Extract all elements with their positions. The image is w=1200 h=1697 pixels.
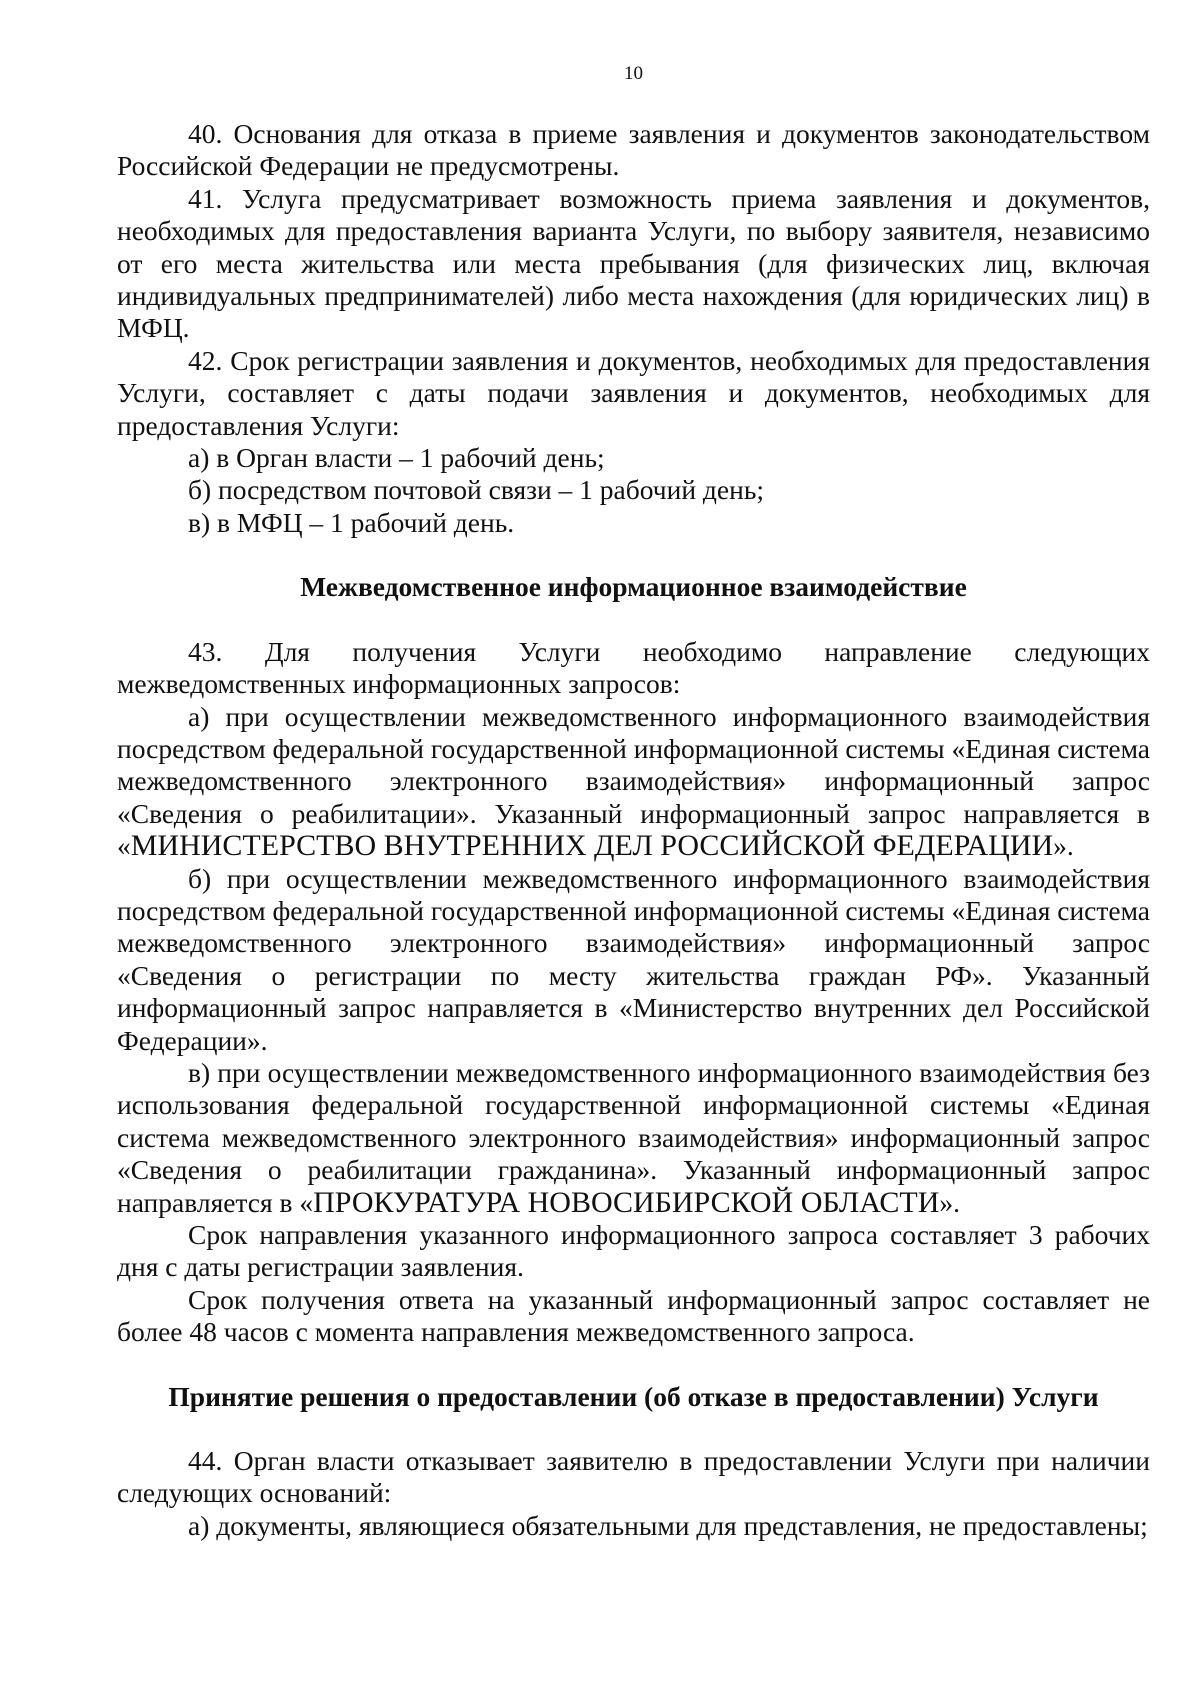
paragraph-42-b: б) посредством почтовой связи – 1 рабочий день; [188,474,765,506]
section-decision-making [117,1381,1150,1543]
paragraph-43-a-text: а) при осуществлении межведомственного информационного взаимодействия посредством федеральной государственной информационной системы «Единая система межведомственного электронного взаимодействия» информационный запрос «Сведения о реабилитации». Указанный информационный запрос направляется в « [117,700,1151,862]
paragraph-43-a-end: ». [1053,830,1074,862]
paragraph-43-c-organization: ПРОКУРАТУРА НОВОСИБИРСКОЙ ОБЛАСТИ [313,1185,940,1219]
paragraph-42-c: в) в МФЦ – 1 рабочий день. [188,506,515,538]
paragraph-42: 42. Срок регистрации заявления и документов, необходимых для предоставления Услуги, составляет с даты подачи заявления и документов, необходимых для предоставления Услуги: [117,344,1150,441]
paragraph-43-c-end: ». [939,1186,961,1218]
paragraph-44: 44. Орган власти отказывает заявителю в предоставлении Услуги при наличии следующих оснований: [117,1445,1150,1509]
section-heading-interagency: Межведомственное информационное взаимодействие [300,571,967,603]
paragraph-43-c-text: в) при осуществлении межведомственного информационного взаимодействия без использования федеральной государственной информационной системы «Единая система межведомственного электронного взаимодействия» информационный запрос «Сведения о реабилитации гражданина». Указанный информационный запрос направляется в « [117,1056,1150,1218]
paragraph-43: 43. Для получения Услуги необходимо направление следующих межведомственных информационных запросов: [117,635,1150,700]
paragraph-42-a: а) в Орган власти – 1 рабочий день; [188,442,605,474]
section-heading-decision: Принятие решения о предоставлении (об отказе в предоставлении) Услуги [168,1380,1099,1412]
paragraph-41: 41. Услуга предусматривает возможность приема заявления и документов, необходимых для предоставления варианта Услуги, по выбору заявителя, независимо от его места жительства или места пребывания (для физических лиц, включая индивидуальных предпринимателей) либо места нахождения (для юридических лиц) в МФЦ. [117,182,1150,344]
paragraph-43-a [117,701,1150,863]
paragraph-request-reply-term: Срок получения ответа на указанный информационный запрос составляет не более 48 часов с момента направления межведомственного запроса. [117,1283,1150,1348]
section-interagency-interaction [117,571,1150,1348]
paragraph-43-a-organization: МИНИСТЕРСТВО ВНУТРЕННИХ ДЕЛ РОССИЙСКОЙ ФЕДЕРАЦИИ [130,829,1054,863]
document-page [117,64,1150,1542]
page-number: 10 [624,63,643,84]
section-application-acceptance [117,118,1150,539]
paragraph-request-send-term: Срок направления указанного информационного запроса составляет 3 рабочих дня с даты регистрации заявления. [117,1219,1150,1283]
paragraph-40: 40. Основания для отказа в приеме заявления и документов законодательством Российской Федерации не предусмотрены. [117,118,1150,182]
paragraph-44-a: а) документы, являющиеся обязательными для представления, не предоставлены; [188,1509,1148,1541]
paragraph-43-c [117,1057,1150,1219]
paragraph-43-b: б) при осуществлении межведомственного информационного взаимодействия посредством федеральной государственной информационной системы «Единая система межведомственного электронного взаимодействия» информационный запрос «Сведения о регистрации по месту жительства граждан РФ». Указанный информационный запрос направляется в «Министерство внутренних дел Российской Федерации». [117,862,1151,1056]
